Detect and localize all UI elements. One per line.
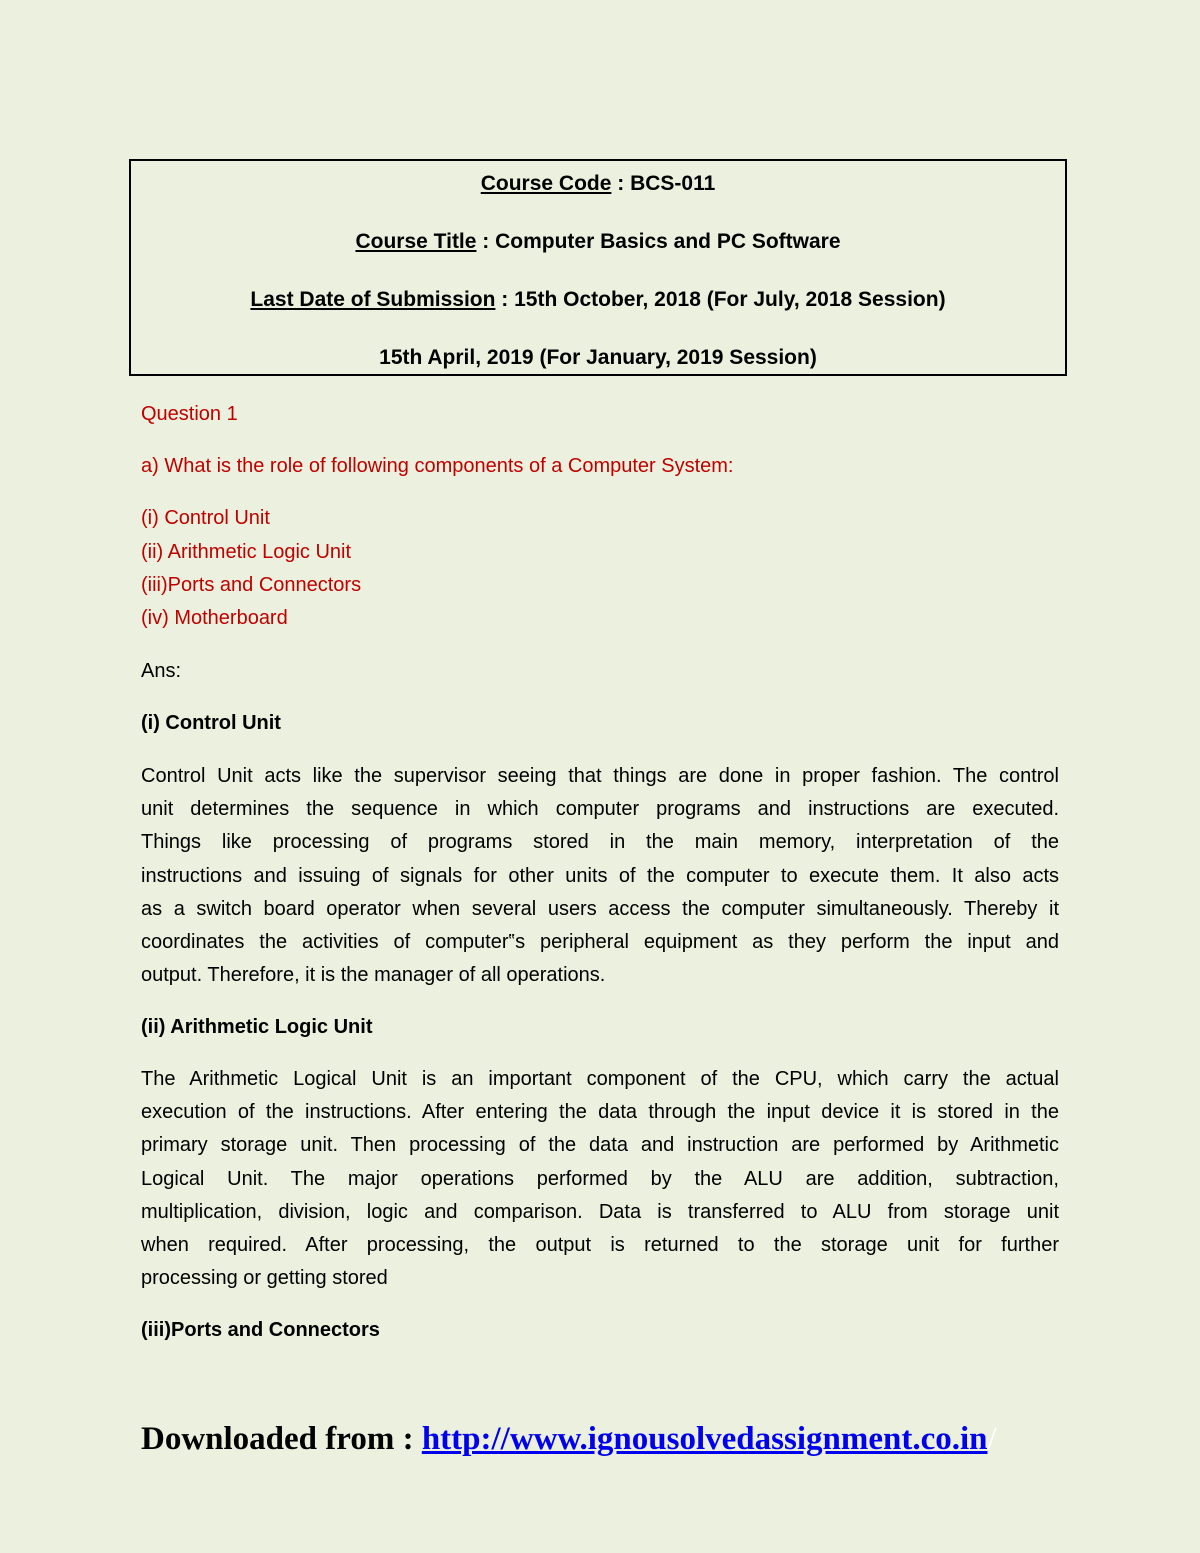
submission-value: : 15th October, 2018 (For July, 2018 Session): [495, 288, 946, 311]
footer-link[interactable]: http://www.ignousolvedassignment.co.in: [421, 1421, 988, 1457]
paragraph-line: The Arithmetic Logical Unit is an important component of the CPU, which carry the actual: [141, 1068, 1059, 1090]
paragraph-line: Things like processing of programs stored in the main memory, interpretation of the: [141, 831, 1059, 854]
paragraph-line: unit determines the sequence in which computer programs and instructions are executed.: [141, 798, 1059, 821]
paragraph-control-unit: [141, 760, 1059, 992]
question-title: Question 1: [141, 403, 238, 425]
footer-label: Downloaded from :: [141, 1421, 422, 1457]
paragraph-line: processing or getting stored: [141, 1267, 388, 1290]
question-item: (i) Control Unit: [141, 507, 270, 529]
section-heading-control-unit: (i) Control Unit: [141, 712, 281, 734]
question-item: (iv) Motherboard: [141, 607, 288, 629]
paragraph-line: instructions and issuing of signals for other units of the computer to execute them. It also acts: [141, 864, 1059, 887]
submission-value-2: 15th April, 2019 (For January, 2019 Session): [379, 346, 817, 369]
course-code-label: Course Code: [480, 172, 612, 195]
submission-date-line-2: [131, 345, 1065, 371]
course-info-box: [129, 159, 1067, 376]
course-code-value: : BCS-011: [611, 172, 716, 195]
submission-label: Last Date of Submission: [250, 288, 496, 311]
answer-label: Ans:: [141, 660, 182, 682]
download-footer: [141, 1418, 997, 1460]
question-item: (ii) Arithmetic Logic Unit: [141, 541, 352, 563]
section-heading-alu: (ii) Arithmetic Logic Unit: [141, 1016, 373, 1038]
footer-trailing: /: [987, 1421, 997, 1457]
paragraph-line: execution of the instructions. After entering the data through the input device it is stored in the: [141, 1101, 1059, 1124]
paragraph-line: output. Therefore, it is the manager of all operations.: [141, 964, 606, 987]
course-title-label: Course Title: [355, 230, 477, 253]
paragraph-line: primary storage unit. Then processing of the data and instruction are performed by Arithmetic: [141, 1134, 1059, 1157]
section-heading-ports: (iii)Ports and Connectors: [141, 1319, 380, 1341]
paragraph-line: as a switch board operator when several users access the computer simultaneously. Thereby it: [141, 897, 1059, 920]
paragraph-alu: [141, 1063, 1059, 1295]
submission-date-line: [131, 287, 1065, 313]
paragraph-line: Control Unit acts like the supervisor seeing that things are done in proper fashion. The control: [141, 765, 1059, 787]
paragraph-line: multiplication, division, logic and comparison. Data is transferred to ALU from storage unit: [141, 1200, 1059, 1223]
course-title-value: : Computer Basics and PC Software: [476, 230, 841, 253]
course-title-line: [131, 229, 1065, 255]
question-prompt: a) What is the role of following components of a Computer System:: [141, 455, 734, 477]
paragraph-line: coordinates the activities of computer‟s peripheral equipment as they perform the input and: [141, 930, 1059, 953]
paragraph-line: when required. After processing, the output is returned to the storage unit for further: [141, 1233, 1059, 1256]
paragraph-line: Logical Unit. The major operations performed by the ALU are addition, subtraction,: [141, 1167, 1059, 1190]
course-code-line: [131, 171, 1065, 197]
question-item: (iii)Ports and Connectors: [141, 574, 362, 596]
